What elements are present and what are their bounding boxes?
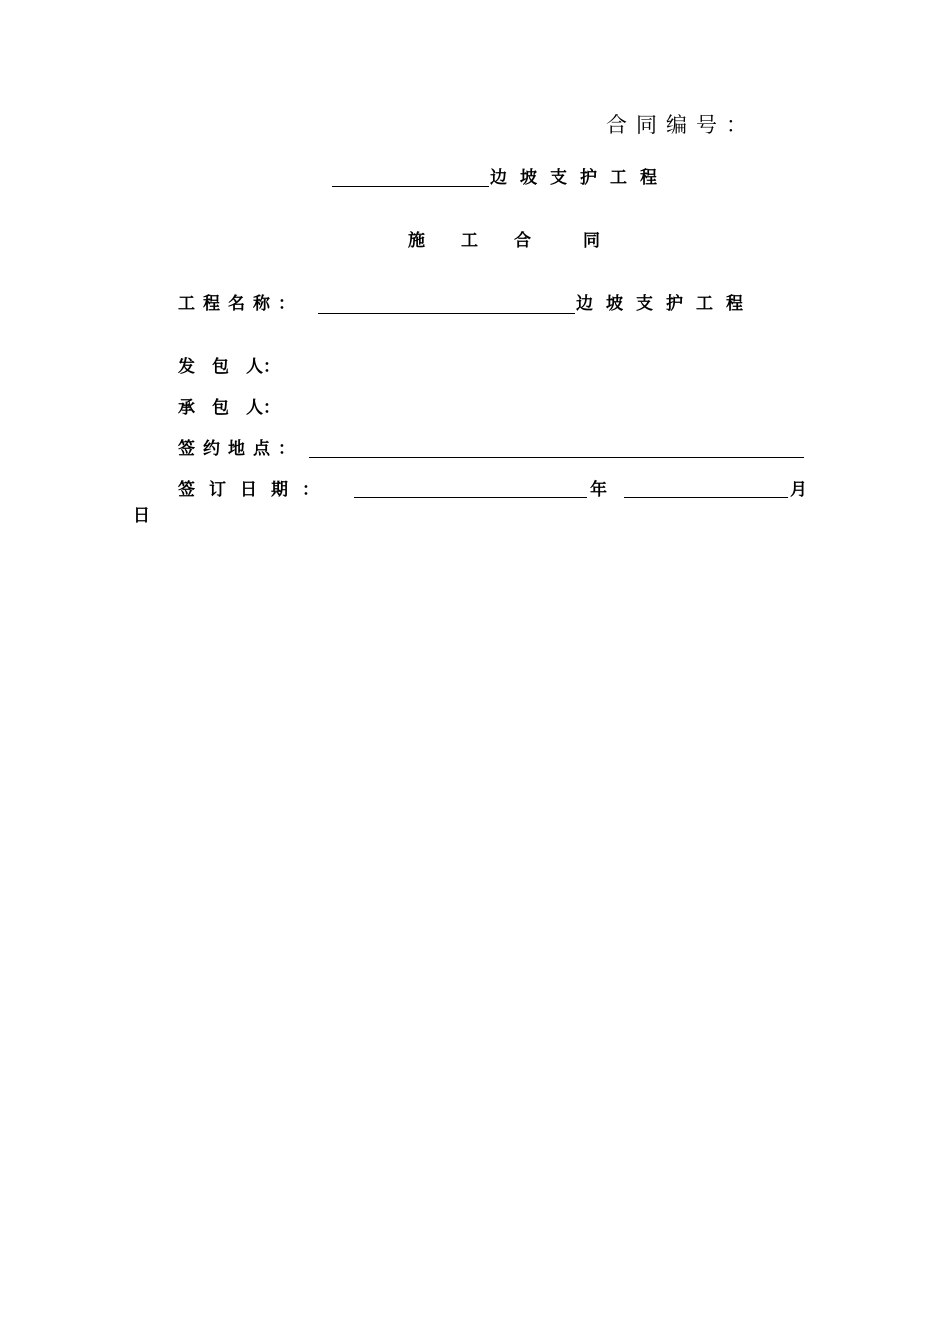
main-title-char: 施 [408,231,431,251]
employer-label: 发 包 人： [178,357,280,377]
signing-place-blank[interactable] [309,457,804,458]
signing-date-label: 签订日期： [178,480,333,500]
project-name-blank[interactable] [318,313,575,314]
main-title [408,233,606,250]
contract-number-label: 合同编号： [606,113,756,137]
main-title-char: 合 [514,231,537,251]
signing-year-blank[interactable] [354,497,587,498]
project-title-suffix: 边坡支护工程 [490,168,670,188]
project-name-label: 工程名称： [178,294,303,314]
project-name-suffix: 边坡支护工程 [576,294,756,314]
signing-place-label: 签约地点： [178,439,303,459]
main-title-char: 同 [583,231,606,251]
contractor-label: 承 包 人： [178,398,280,418]
signing-month-blank[interactable] [624,497,788,498]
project-title-blank[interactable] [332,186,489,187]
month-label: 月 [790,480,807,500]
main-title-char: 工 [461,231,484,251]
year-label: 年 [590,480,607,500]
day-label: 日 [133,506,150,526]
